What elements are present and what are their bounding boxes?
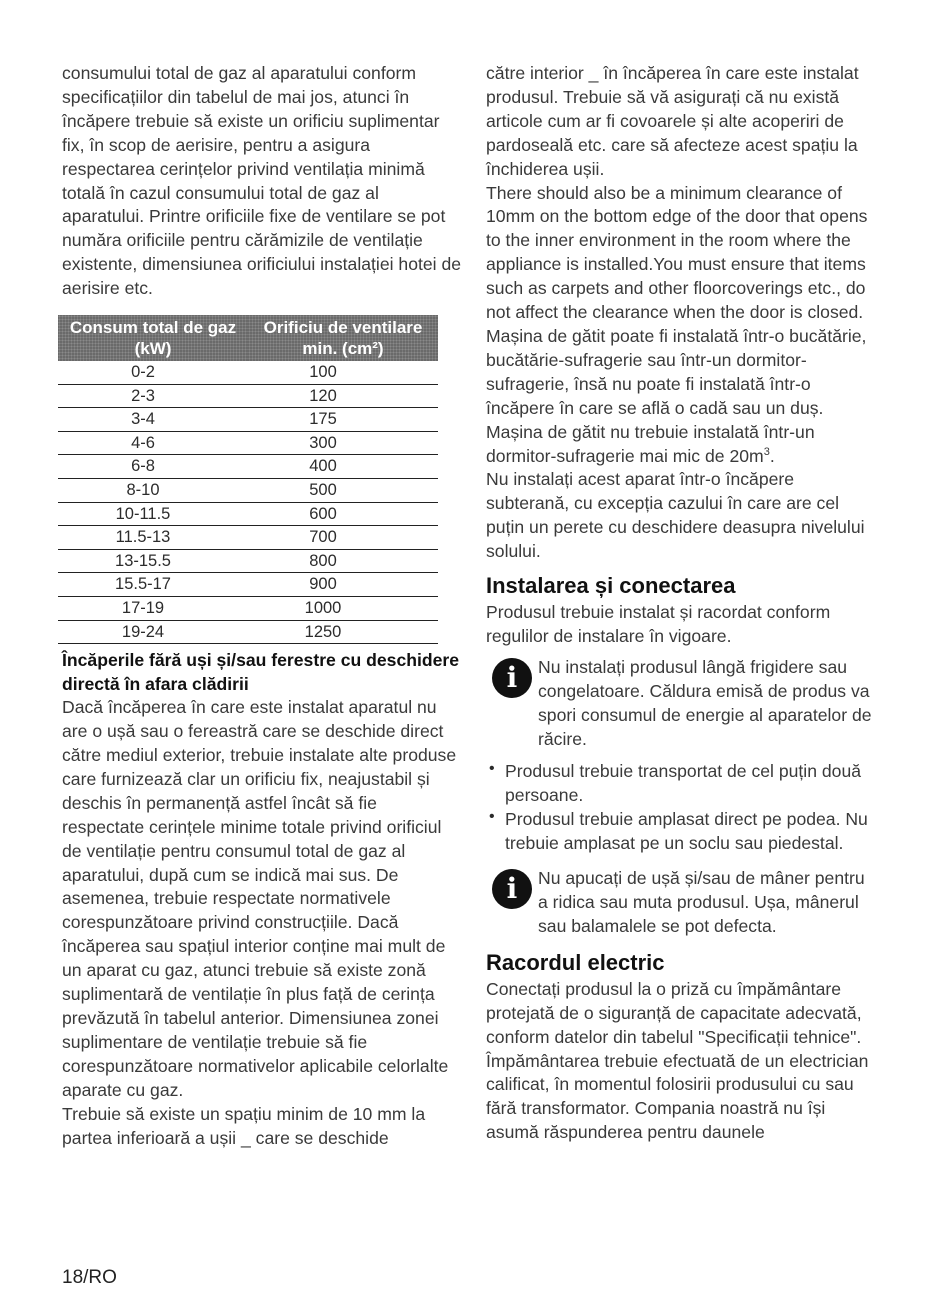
cell-consumption: 11.5-13	[58, 526, 248, 550]
table-row	[58, 408, 438, 432]
cell-consumption: 19-24	[58, 620, 248, 644]
clearance-paragraph: Trebuie să existe un spațiu minim de 10 mm la partea inferioară a ușii _ care se deschide	[62, 1103, 426, 1148]
warning-fridge	[486, 656, 878, 752]
table-header-vent: Orificiu de ventilare min. (cm²)	[248, 315, 438, 361]
table-body	[58, 361, 438, 644]
ventilation-table	[58, 315, 438, 644]
cell-vent-area: 400	[248, 455, 438, 479]
cell-vent-area: 700	[248, 526, 438, 550]
section-heading-rooms: Încăperile fără uși și/sau ferestre cu deschidere directă în afara clădirii	[62, 650, 460, 695]
cell-vent-area: 100	[248, 361, 438, 384]
warning-handle	[486, 867, 878, 939]
table-row	[58, 620, 438, 644]
table-row	[58, 549, 438, 573]
cell-consumption: 0-2	[58, 361, 248, 384]
table-row	[58, 455, 438, 479]
electric-paragraph: Conectați produsul la o priză cu împământare protejată de o siguranță de capacitate adecvată, conform datelor din tabelul "Specificații tehnice". Împământarea trebuie efectuată de un electrician calificat, în momentul folosirii produsului cu sau fără transformator. Compania noastră nu își asumă răspunderea pentru daunele	[486, 978, 869, 1143]
cell-consumption: 13-15.5	[58, 549, 248, 573]
table-row	[58, 361, 438, 384]
cell-consumption: 6-8	[58, 455, 248, 479]
cell-consumption: 15.5-17	[58, 573, 248, 597]
table-header-consumption: Consum total de gaz (kW)	[58, 315, 248, 361]
cell-vent-area: 1000	[248, 597, 438, 621]
bullet-icon: •	[489, 760, 495, 778]
cell-vent-area: 500	[248, 479, 438, 503]
interior-paragraph: către interior _ în încăperea în care este instalat produsul. Trebuie să vă asigurați că nu există articole cum ar fi covoarele și alte acoperiri de pardoseală etc. care să afecteze acest spațiu la închiderea ușii.	[486, 63, 859, 179]
cell-consumption: 8-10	[58, 479, 248, 503]
table-row	[58, 573, 438, 597]
cell-vent-area: 900	[248, 573, 438, 597]
installation-bullets	[486, 760, 878, 856]
heading-installation: Instalarea și conectarea	[486, 573, 736, 599]
bullet-icon: •	[489, 808, 495, 826]
table-row	[58, 479, 438, 503]
page-number: 18/RO	[62, 1267, 117, 1288]
cell-vent-area: 120	[248, 384, 438, 408]
table-row	[58, 597, 438, 621]
list-item: • Produsul trebuie amplasat direct pe podea. Nu trebuie amplasat pe un soclu sau piedestal.	[489, 808, 868, 854]
installation-paragraph: Produsul trebuie instalat și racordat conform regulilor de instalare în vigoare.	[486, 602, 831, 646]
heading-electric: Racordul electric	[486, 949, 665, 975]
rooms-paragraph: Dacă încăperea în care este instalat aparatul nu are o ușă sau o fereastră care se deschide direct către mediul exterior, trebuie instalate alte produse care furnizează clar un orificiu fix, neajustabil și deschis în permanență astfel încât să fie respectate cerințele minime totale privind orificiul de ventilație pentru consumul total de gaz al aparatului, după cum se indică mai sus. De asemenea, trebuie respectate normativele corespunzătoare privind construcțiile. Dacă încăperea sau spațiul interior conține mai mult de un aparat cu gaz, atunci trebuie să existe zonă suplimentară de ventilație în plus față de cerința prevăzută în tabelul anterior. Dimensiunea zonei suplimentare de ventilație trebuie să fie corespunzătoare normativelor aplicabile celorlalte aparate cu gaz.	[62, 697, 457, 1100]
right-column	[486, 62, 878, 1145]
cell-vent-area: 300	[248, 431, 438, 455]
info-icon: i	[492, 658, 532, 698]
warning-fridge-text: Nu instalați produsul lângă frigidere sau congelatoare. Căldura emisă de produs va spori consumul de energie al aparatelor de răcire.	[538, 656, 872, 749]
underground-paragraph: Nu instalați acest aparat într-o încăpere subterană, cu excepția cazului în care are cel puțin un perete cu deschidere deasupra nivelului solului.	[486, 469, 865, 562]
cell-consumption: 3-4	[58, 408, 248, 432]
info-icon: i	[492, 869, 532, 909]
table-row	[58, 526, 438, 550]
cell-consumption: 10-11.5	[58, 502, 248, 526]
cell-consumption: 4-6	[58, 431, 248, 455]
cell-vent-area: 1250	[248, 620, 438, 644]
warning-handle-text: Nu apucați de ușă și/sau de mâner pentru a ridica sau muta produsul. Ușa, mânerul sau balamalele se pot defecta.	[538, 868, 865, 936]
cell-vent-area: 800	[248, 549, 438, 573]
cell-vent-area: 600	[248, 502, 438, 526]
cell-consumption: 2-3	[58, 384, 248, 408]
table-row	[58, 502, 438, 526]
table-row	[58, 431, 438, 455]
list-item: • Produsul trebuie transportat de cel puțin două persoane.	[489, 760, 862, 806]
table-header-row	[58, 315, 438, 361]
intro-paragraph: consumului total de gaz al aparatului conform specificațiilor din tabelul de mai jos, atunci în încăpere trebuie să existe un orificiu suplimentar fix, în scop de aerisire, pentru a asigura respectarea cerințelor privind ventilația minimă totală în cazul consumului total de gaz al aparatului. Printre orificiile fixe de ventilare se pot număra orificiile pentru cărămizile de ventilație existente, dimensiunea orificiului instalației hotei de aerisire etc.	[62, 63, 462, 299]
left-column	[62, 62, 462, 1150]
table-row	[58, 384, 438, 408]
cell-vent-area: 175	[248, 408, 438, 432]
cell-consumption: 17-19	[58, 597, 248, 621]
placement-paragraph: Mașina de gătit poate fi instalată într-o bucătărie, bucătărie-sufragerie sau într-un dormitor-sufragerie, însă nu poate fi instalată într-o încăpere în care se află o cadă sau un duș. Mașina de gătit nu trebuie instalată într-un dormitor-sufragerie mai mic de $20m^3$.	[486, 325, 867, 466]
english-clearance-paragraph: There should also be a minimum clearance of 10mm on the bottom edge of the door that opens to the inner environment in the room where the appliance is installed.You must ensure that items such as carpets and other floorcoverings etc., do not affect the clearance when the door is closed.	[486, 182, 868, 323]
